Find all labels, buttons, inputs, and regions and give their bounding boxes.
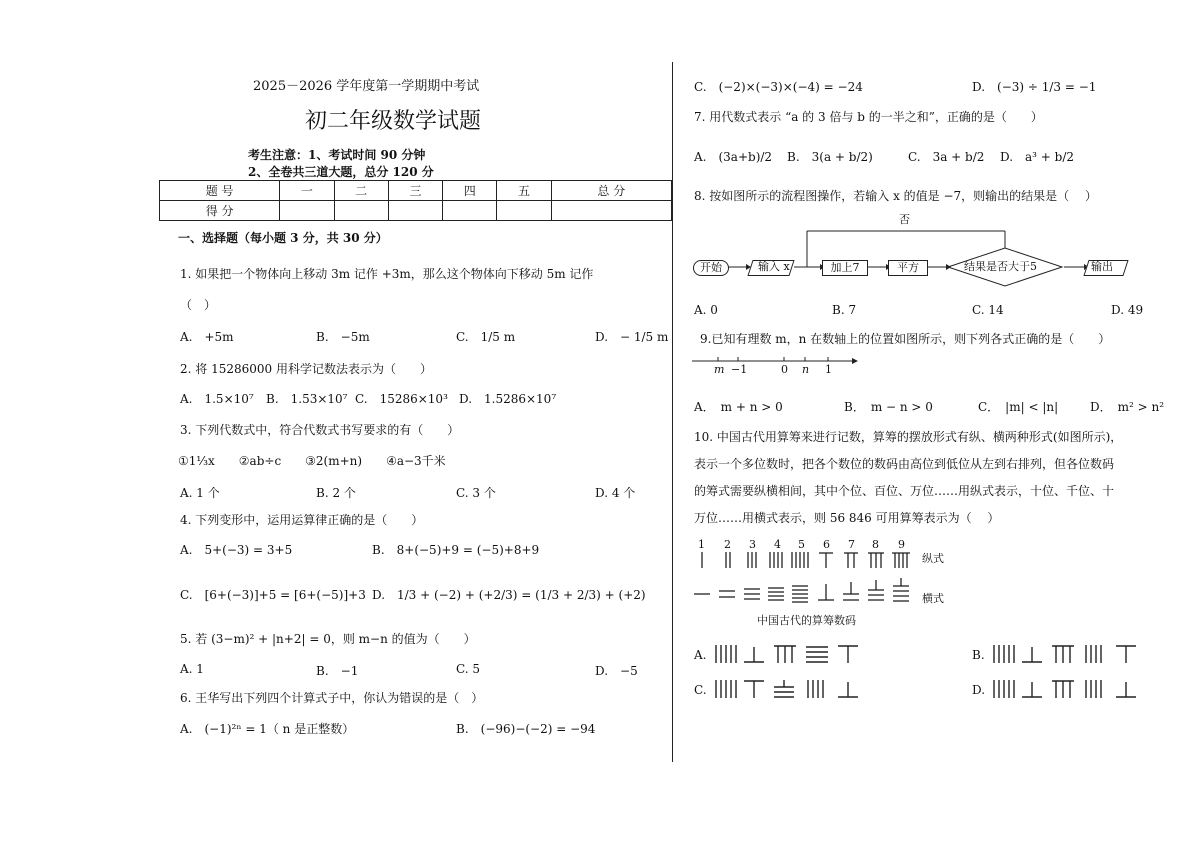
q10-line1: 10. 中国古代用算筹来进行记数，算筹的摆放形式有纵、横两种形式(如图所示)， [694, 430, 1123, 444]
rod-digit-6: 6 [823, 538, 830, 551]
q9-option-c[interactable]: C． |m| < |n| [978, 400, 1059, 414]
q10-option-b[interactable]: B. [972, 648, 985, 662]
q8-option-b[interactable]: B. 7 [832, 303, 857, 317]
rod-numerals-figure [692, 550, 912, 610]
flow-add-box: 加上7 [822, 260, 868, 276]
q7-stem: 7. 用代数式表示 “a 的 3 倍与 b 的一半之和”，正确的是（ ） [694, 110, 1043, 124]
q10-line3: 的筹式需要纵横相间，其中个位、百位、万位……用纵式表示，十位、千位、十 [694, 484, 1115, 498]
score-input-cell[interactable] [280, 201, 334, 221]
q4-option-a[interactable]: A. 5+(−3) = 3+5 [180, 543, 293, 557]
exam-title-line1: 2025－2026 学年度第一学期期中考试 [253, 79, 480, 94]
score-input-cell[interactable] [388, 201, 442, 221]
q2-option-a[interactable]: A. 1.5×10⁷ [180, 392, 254, 406]
q1-stem: 1. 如果把一个物体向上移动 3m 记作 +3m，那么这个物体向下移动 5m 记作 [180, 267, 594, 281]
score-input-cell[interactable] [443, 201, 497, 221]
score-input-cell[interactable] [551, 201, 671, 221]
notice-score: 2、全卷共三道大题，总分 120 分 [248, 165, 434, 179]
q3-option-a[interactable]: A. 1 个 [180, 486, 220, 500]
q6-option-b[interactable]: B. (−96)−(−2) = −94 [456, 722, 596, 736]
flow-output-label: 输出 [1091, 260, 1113, 273]
q10-option-c[interactable]: C. [694, 683, 707, 697]
q2-option-b[interactable]: B. 1.53×10⁷ [266, 392, 348, 406]
q9-option-a[interactable]: A． m + n > 0 [694, 400, 783, 414]
q6-option-d[interactable]: D. (−3) ÷ 1/3 = −1 [972, 80, 1097, 94]
rod-figure-caption: 中国古代的算筹数码 [757, 614, 856, 627]
score-input-cell[interactable] [334, 201, 388, 221]
score-table-header-row [160, 181, 672, 201]
score-table-score-row [160, 201, 672, 221]
axis-label-zero: 0 [781, 363, 788, 376]
score-cell: 二 [334, 181, 388, 201]
flowchart-arrows [690, 218, 1160, 288]
q1-option-a[interactable]: A. +5m [180, 330, 234, 344]
q1-option-d[interactable]: D. − 1/5 m [595, 330, 669, 344]
exam-title: 初二年级数学试题 [305, 109, 482, 134]
q10-line2: 表示一个多位数时，把各个数位的数码由高位到低位从左到右排列，但各位数码 [694, 457, 1115, 471]
q7-option-d[interactable]: D. a³ + b/2 [1000, 150, 1075, 164]
score-cell: 四 [443, 181, 497, 201]
q4-option-c[interactable]: C. [6+(−3)]+5 = [6+(−5)]+3 [180, 588, 366, 602]
q1-paren: （ ） [180, 298, 217, 312]
score-cell: 三 [388, 181, 442, 201]
q4-stem: 4. 下列变形中，运用运算律正确的是（ ） [180, 513, 424, 527]
score-table [159, 180, 672, 221]
q4-option-d[interactable]: D. 1/3 + (−2) + (+2/3) = (1/3 + 2/3) + (+2) [372, 588, 646, 602]
q3-option-c[interactable]: C. 3 个 [456, 486, 496, 500]
q4-option-b[interactable]: B. 8+(−5)+9 = (−5)+8+9 [372, 543, 540, 557]
q2-option-d[interactable]: D. 1.5286×10⁷ [459, 392, 557, 406]
q3-option-b[interactable]: B. 2 个 [316, 486, 356, 500]
rod-digit-9: 9 [898, 538, 905, 551]
q2-option-c[interactable]: C. 15286×10³ [355, 392, 448, 406]
q9-option-d[interactable]: D． m² > n² [1090, 400, 1165, 414]
q5-stem: 5. 若 (3−m)² + |n+2| = 0，则 m−n 的值为（ ） [180, 632, 476, 646]
axis-label-neg1: −1 [731, 363, 748, 376]
rod-digit-1: 1 [698, 538, 705, 551]
q6-option-a[interactable]: A. (−1)²ⁿ = 1（ n 是正整数） [180, 722, 355, 736]
q10-option-b-rods [992, 643, 1142, 665]
q9-option-b[interactable]: B． m − n > 0 [844, 400, 933, 414]
q7-option-a[interactable]: A. (3a+b)/2 [694, 150, 773, 164]
score-cell: 得 分 [160, 201, 280, 221]
column-divider [672, 62, 673, 762]
vertical-form-label: 纵式 [922, 552, 944, 565]
score-cell: 总 分 [551, 181, 671, 201]
q8-stem: 8. 按如图所示的流程图操作，若输入 x 的值是 −7，则输出的结果是（ ） [694, 189, 1097, 203]
flow-square-box: 平方 [888, 260, 928, 276]
rod-digit-4: 4 [774, 538, 781, 551]
q7-option-b[interactable]: B. 3(a + b/2) [787, 150, 873, 164]
q7-option-c[interactable]: C. 3a + b/2 [908, 150, 985, 164]
q10-option-d-rods [992, 678, 1142, 700]
q10-option-d[interactable]: D. [972, 683, 986, 697]
q2-stem: 2. 将 15286000 用科学记数法表示为（ ） [180, 362, 432, 376]
q5-option-d[interactable]: D. −5 [595, 664, 638, 678]
axis-label-n: n [802, 363, 810, 376]
q10-line4: 万位……用横式表示，则 56 846 可用算筹表示为（ ） [694, 511, 1000, 525]
score-cell: 一 [280, 181, 334, 201]
axis-label-one: 1 [825, 363, 832, 376]
section-title: 一、选择题（每小题 3 分，共 30 分） [178, 231, 388, 245]
flow-no-label: 否 [899, 213, 910, 226]
q10-option-a[interactable]: A. [694, 648, 707, 662]
flow-start: 开始 [693, 260, 729, 276]
q5-option-a[interactable]: A. 1 [180, 662, 204, 676]
rod-digit-3: 3 [749, 538, 756, 551]
horizontal-form-label: 横式 [922, 592, 944, 605]
q10-option-a-rods [714, 643, 864, 665]
q10-option-c-rods [714, 678, 864, 700]
q8-option-a[interactable]: A. 0 [694, 303, 718, 317]
score-cell: 题 号 [160, 181, 280, 201]
notice-time: 考生注意：1、考试时间 90 分钟 [248, 148, 426, 162]
axis-label-m: m [714, 363, 725, 376]
q3-option-d[interactable]: D. 4 个 [595, 486, 636, 500]
q8-option-c[interactable]: C. 14 [972, 303, 1004, 317]
flow-condition-label: 结果是否大于5 [964, 260, 1037, 273]
q1-option-c[interactable]: C. 1/5 m [456, 330, 516, 344]
q9-stem: 9.已知有理数 m，n 在数轴上的位置如图所示，则下列各式正确的是（ ） [700, 332, 1111, 346]
q5-option-c[interactable]: C. 5 [456, 662, 481, 676]
rod-digit-8: 8 [872, 538, 879, 551]
q3-stem: 3. 下列代数式中，符合代数式书写要求的有（ ） [180, 423, 460, 437]
q8-option-d[interactable]: D. 49 [1111, 303, 1144, 317]
rod-digit-5: 5 [798, 538, 805, 551]
score-cell: 五 [497, 181, 551, 201]
rod-digit-2: 2 [724, 538, 731, 551]
score-input-cell[interactable] [497, 201, 551, 221]
q3-items: ①1⅓x ②ab÷c ③2(m+n) ④a−3千米 [178, 454, 446, 468]
q5-option-b[interactable]: B. −1 [316, 664, 359, 678]
rod-digit-7: 7 [848, 538, 855, 551]
q6-option-c[interactable]: C. (−2)×(−3)×(−4) = −24 [694, 80, 863, 94]
flow-input-label: 输入 x [758, 260, 790, 273]
q6-stem: 6. 王华写出下列四个计算式子中，你认为错误的是（ ） [180, 691, 484, 705]
q1-option-b[interactable]: B. −5m [316, 330, 370, 344]
